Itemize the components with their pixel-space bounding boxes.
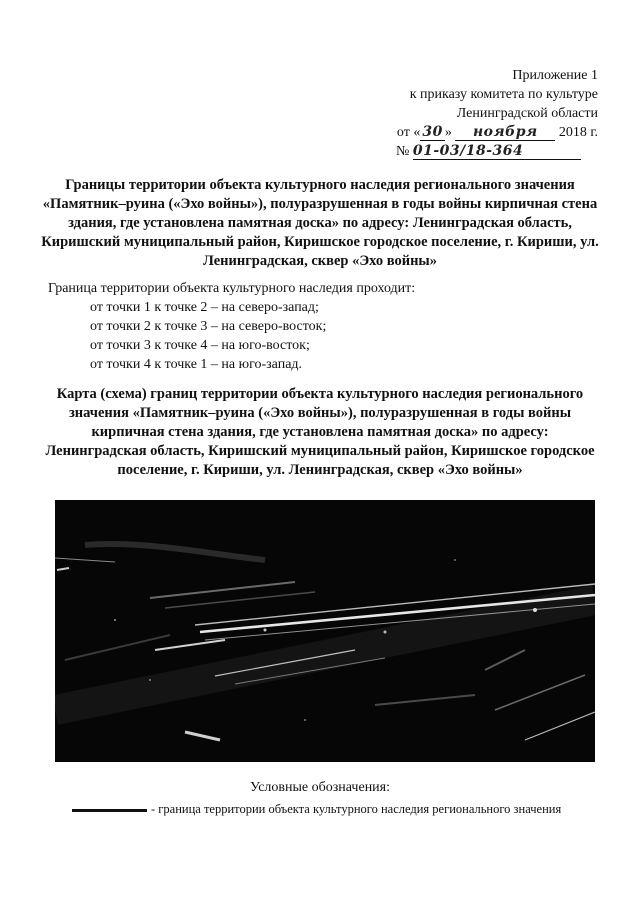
boundary-point: от точки 1 к точке 2 – на северо-запад; xyxy=(90,300,319,315)
legend-item-label: - граница территории объекта культурного наследия регионального значения xyxy=(151,802,562,816)
appendix-line-3: Ленинградской области xyxy=(456,106,598,121)
date-mid: » xyxy=(444,125,452,140)
date-year: 2018 г. xyxy=(558,125,598,140)
map-scan-svg xyxy=(55,500,595,762)
order-number xyxy=(298,142,598,161)
order-date xyxy=(298,123,598,142)
boundary-description xyxy=(48,279,608,374)
boundary-point: от точки 4 к точке 1 – на юго-запад. xyxy=(90,357,303,372)
date-prefix: от « xyxy=(396,125,421,140)
appendix-line-1: Приложение 1 xyxy=(512,68,598,83)
boundary-line-symbol xyxy=(72,809,147,812)
legend-title: Условные обозначения: xyxy=(249,780,391,795)
boundary-point: от точки 2 к точке 3 – на северо-восток; xyxy=(90,319,327,334)
number-prefix: № xyxy=(396,144,410,159)
boundary-map xyxy=(55,500,595,762)
number-value: 01-03/18-364 xyxy=(413,143,581,160)
appendix-block xyxy=(298,66,598,161)
date-day: 30 xyxy=(422,124,443,140)
map-title: Карта (схема) границ территории объекта культурного наследия регионального значения «Памятник–руина («Эхо войны»), полуразрушенная в годы войны кирпичная стена здания, где установлена памятная доска» по адресу: Ленинградская область, Киришский муниципальный район, Киришское городское поселение, г. Кириши, ул. Ленинградская, сквер «Эхо войны» xyxy=(45,386,595,478)
document-title: Границы территории объекта культурного наследия регионального значения «Памятник–руина («Эхо войны»), полуразрушенная в годы войны кирпичная стена здания, где установлена памятная доска» по адресу: Ленинградская область, Киришский муниципальный район, Киришское городское поселение, г. Кириши, ул. Ленинградская, сквер «Эхо войны» xyxy=(41,177,599,269)
boundary-point: от точки 3 к точке 4 – на юго-восток; xyxy=(90,338,310,353)
date-month: ноября xyxy=(455,124,555,141)
legend-item xyxy=(72,802,632,817)
appendix-line-2: к приказу комитета по культуре xyxy=(409,87,598,102)
boundary-lead: Граница территории объекта культурного наследия проходит: xyxy=(48,281,416,296)
